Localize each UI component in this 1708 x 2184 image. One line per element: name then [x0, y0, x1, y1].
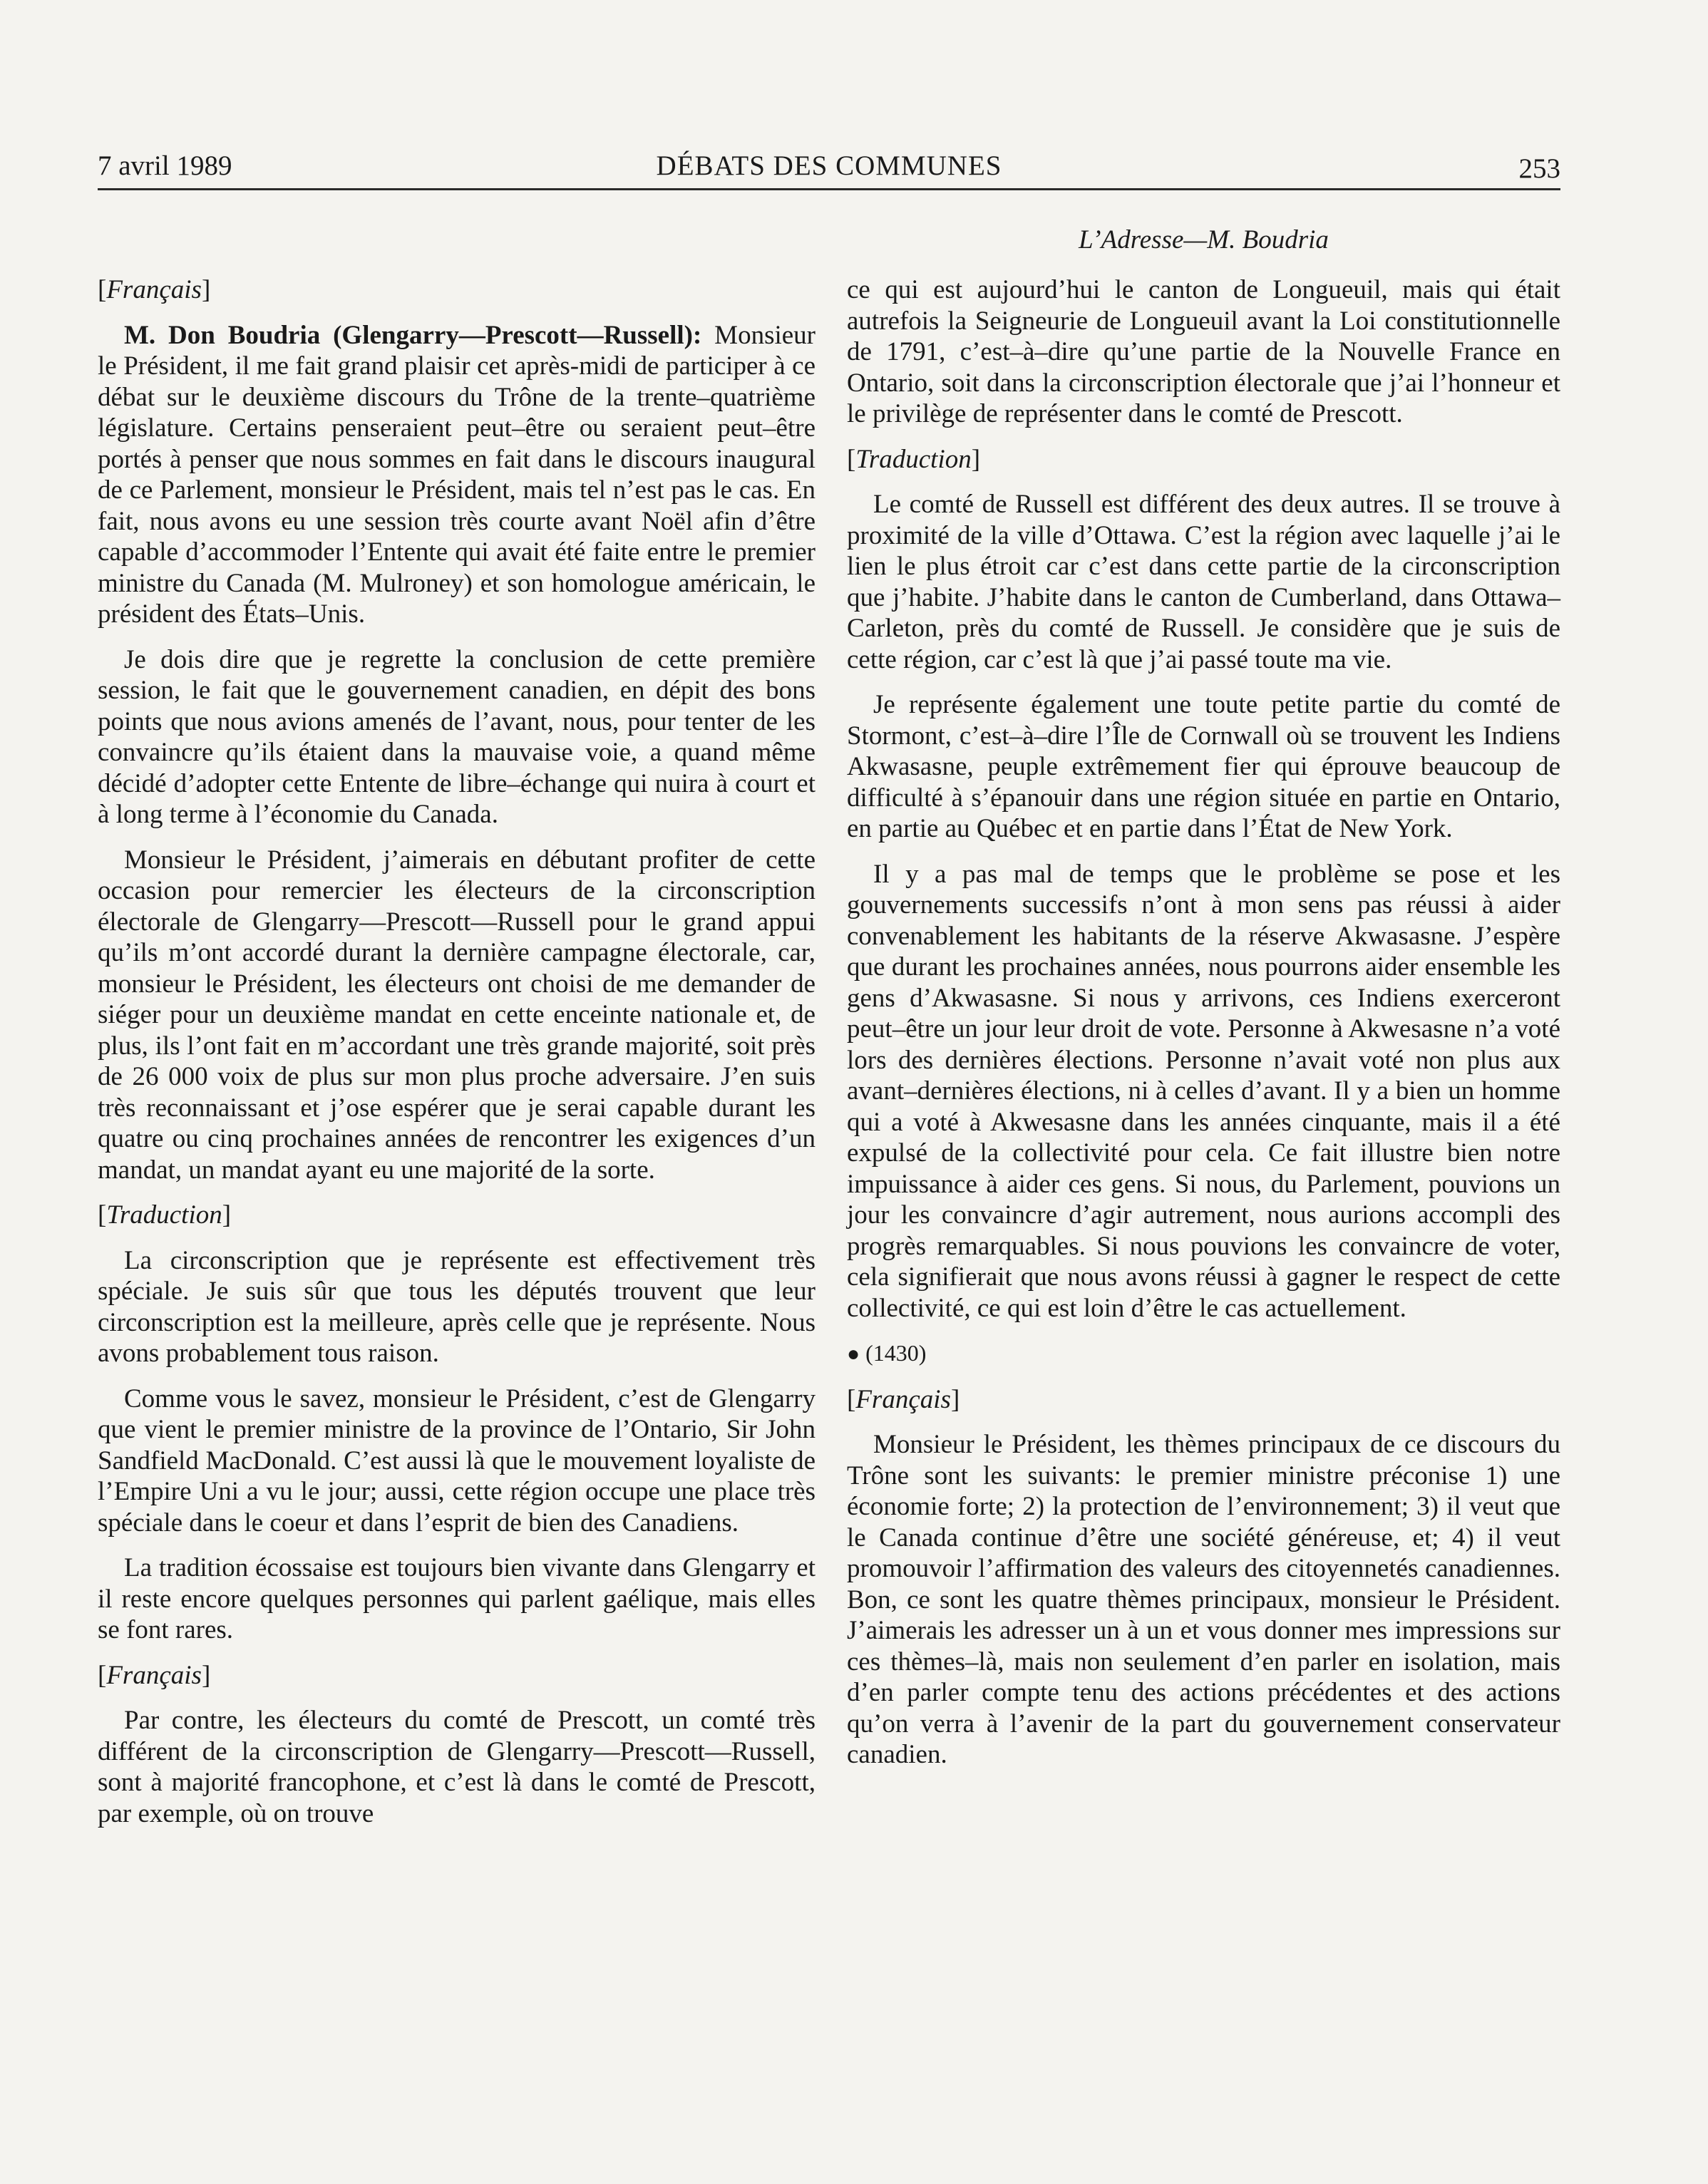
header-rule [98, 188, 1560, 190]
paragraph: Il y a pas mal de temps que le problème se pose et les gouvernements successifs n’ont à mon sens pas réussi à aider convenablement les habitants de la réserve Akwasasne. J’espère que durant les prochaines années, nous pourrons aider ensemble les gens d’Akwasasne. Si nous y arrivons, ces Indiens exerceront peut–être un jour leur droit de vote. Personne à Akwesasne n’a voté lors des dernières élections. Personne n’avait voté non plus aux avant–dernières élections, ni à celles d’avant. Il y a bien un homme qui a voté à Akwesasne dans les années cinquante, mais il a été expulsé de la collectivité pour cela. Ce fait illustre bien notre impuissance à aider ces gens. Si nous, du Parlement, pouvions un jour les convaincre d’agir autrement, nous aurions accompli des progrès remarquables. Si nous pouvions les convaincre de voter, cela signifierait que nous avons réussi à gagner le respect de cette collectivité, ce qui est loin d’être le cas actuellement. [847, 859, 1560, 1323]
bullet-icon: ● [847, 1342, 860, 1366]
paragraph: Comme vous le savez, monsieur le Président, c’est de Glengarry que vient le premier ministre de la province de l’Ontario, Sir John Sandfield MacDonald. C’est aussi là que le mouvement loyaliste de l’Empire Uni a vu le jour; aussi, cette région occupe une place très spéciale dans le coeur et dans l’esprit de bien des Canadiens. [98, 1384, 816, 1537]
paragraph: Monsieur le Président, les thèmes principaux de ce discours du Trône sont les suivants: le premier ministre préconise 1) une économie forte; 2) la protection de l’environnement; 3) il veut que le Canada continue d’être une société généreuse, et; 4) il veut promouvoir l’affirmation des valeurs des citoyennetés canadiennes. Bon, ce sont les quatre thèmes principaux, monsieur le Président. J’aimerais les adresser un à un et vous donner mes impressions sur ces thèmes–là, mais non seulement d’en parler en isolation, mais d’en parler compte tenu des actions précédentes et des actions qu’on verra à l’avenir de la part du gouvernement conservateur canadien. [847, 1430, 1560, 1769]
paragraph: Monsieur le Président, j’aimerais en débutant profiter de cette occasion pour remercier les électeurs de la circonscription électorale de Glengarry—Prescott—Russell pour le grand appui qu’ils m’ont accordé durant la dernière campagne électorale, car, monsieur le Président, les électeurs ont choisi de me demander de siéger pour un deuxième mandat en cette enceinte nationale et, de plus, ils l’ont fait en m’accordant une très grande majorité, soit près de 26 000 voix de plus sur mon plus proche adversaire. J’en suis très reconnaissant et j’ose espérer que je serai capable durant les quatre ou cinq prochaines années de rencontrer les exigences d’un mandat, un mandat ayant eu une majorité de la sorte. [98, 845, 816, 1185]
paragraph: Je représente également une toute petite partie du comté de Stormont, c’est–à–dire l’Île de Cornwall où se trouvent les Indiens Akwasasne, peuple extrêmement fier qui éprouve beaucoup de difficulté à s’épanouir dans une région située en partie en Ontario, en partie au Québec et en partie dans l’État de New York. [847, 690, 1560, 843]
paragraph: ce qui est aujourd’hui le canton de Longueuil, mais qui était autrefois la Seigneurie de Longueuil avant la Loi constitutionnelle de 1791, c’est–à–dire qu’une partie de la Nouvelle France en Ontario, soit dans la circonscription électorale que j’ai l’honneur et le privilège de représenter dans le comté de Prescott. [847, 275, 1560, 428]
language-tag: [Français] [98, 275, 211, 304]
paragraph: Le comté de Russell est différent des deux autres. Il se trouve à proximité de la ville d’Ottawa. C’est la région avec laquelle j’ai le lien le plus étroit car c’est dans cette partie de la circonscription que j’habite. J’habite dans le canton de Cumberland, dans Ottawa–Carleton, près du comté de Russell. Je considère que je suis de cette région, car c’est là que j’ai passé toute ma vie. [847, 490, 1560, 674]
time-marker: ● (1430) [847, 1340, 927, 1366]
journal-title: DÉBATS DES COMMUNES [656, 150, 1002, 181]
paragraph: Je dois dire que je regrette la conclusion de cette première session, le fait que le gouvernement canadien, en dépit des bons points que nous avions amenés de l’avant, nous, pour tenter de les convaincre qu’ils étaient dans la mauvaise voie, a quand même décidé d’adopter cette Entente de libre–échange qui nuira à court et à long terme à l’économie du Canada. [98, 644, 816, 829]
paragraph: La tradition écossaise est toujours bien vivante dans Glengarry et il reste encore quelques personnes qui parlent gaélique, mais elles se font rares. [98, 1553, 816, 1644]
page-header [98, 143, 1560, 192]
language-tag: [Traduction] [98, 1200, 232, 1230]
language-tag: [Français] [847, 1384, 960, 1414]
page-number: 253 [1518, 153, 1560, 184]
left-column [98, 274, 816, 1843]
paragraph: La circonscription que je représente est effectivement très spéciale. Je suis sûr que tous les députés trouvent que leur circonscription est la meilleure, après celle que je représente. Nous avons probablement tous raison. [98, 1245, 816, 1368]
sitting-date: 7 avril 1989 [98, 150, 232, 181]
paragraph: M. Don Boudria (Glengarry—Prescott—Russell): Monsieur le Président, il me fait grand plaisir cet après-midi de participer à ce débat sur le deuxième discours du Trône de la trente–quatrième législature. Certains penseraient peut–être ou seraient peut–être portés à penser que nous sommes en fait dans le discours inaugural de ce Parlement, monsieur le Président, mais tel n’est pas le cas. En fait, nous avons eu une session très courte avant Noël afin d’être capable d’accommoder l’Entente qui avait été faite entre le premier ministre du Canada (M. Mulroney) et son homologue américain, le président des États–Unis. [98, 320, 816, 629]
language-tag: [Traduction] [847, 444, 981, 474]
running-head: L’Adresse—M. Boudria [1079, 225, 1329, 254]
language-tag: [Français] [98, 1660, 211, 1690]
speaker-name: M. Don Boudria (Glengarry—Prescott—Russell): [124, 320, 702, 350]
right-column [847, 274, 1560, 1785]
paragraph: Par contre, les électeurs du comté de Prescott, un comté très différent de la circonscription de Glengarry—Prescott—Russell, sont à majorité francophone, et c’est là dans le comté de Prescott, par exemple, où on trouve [98, 1706, 816, 1828]
